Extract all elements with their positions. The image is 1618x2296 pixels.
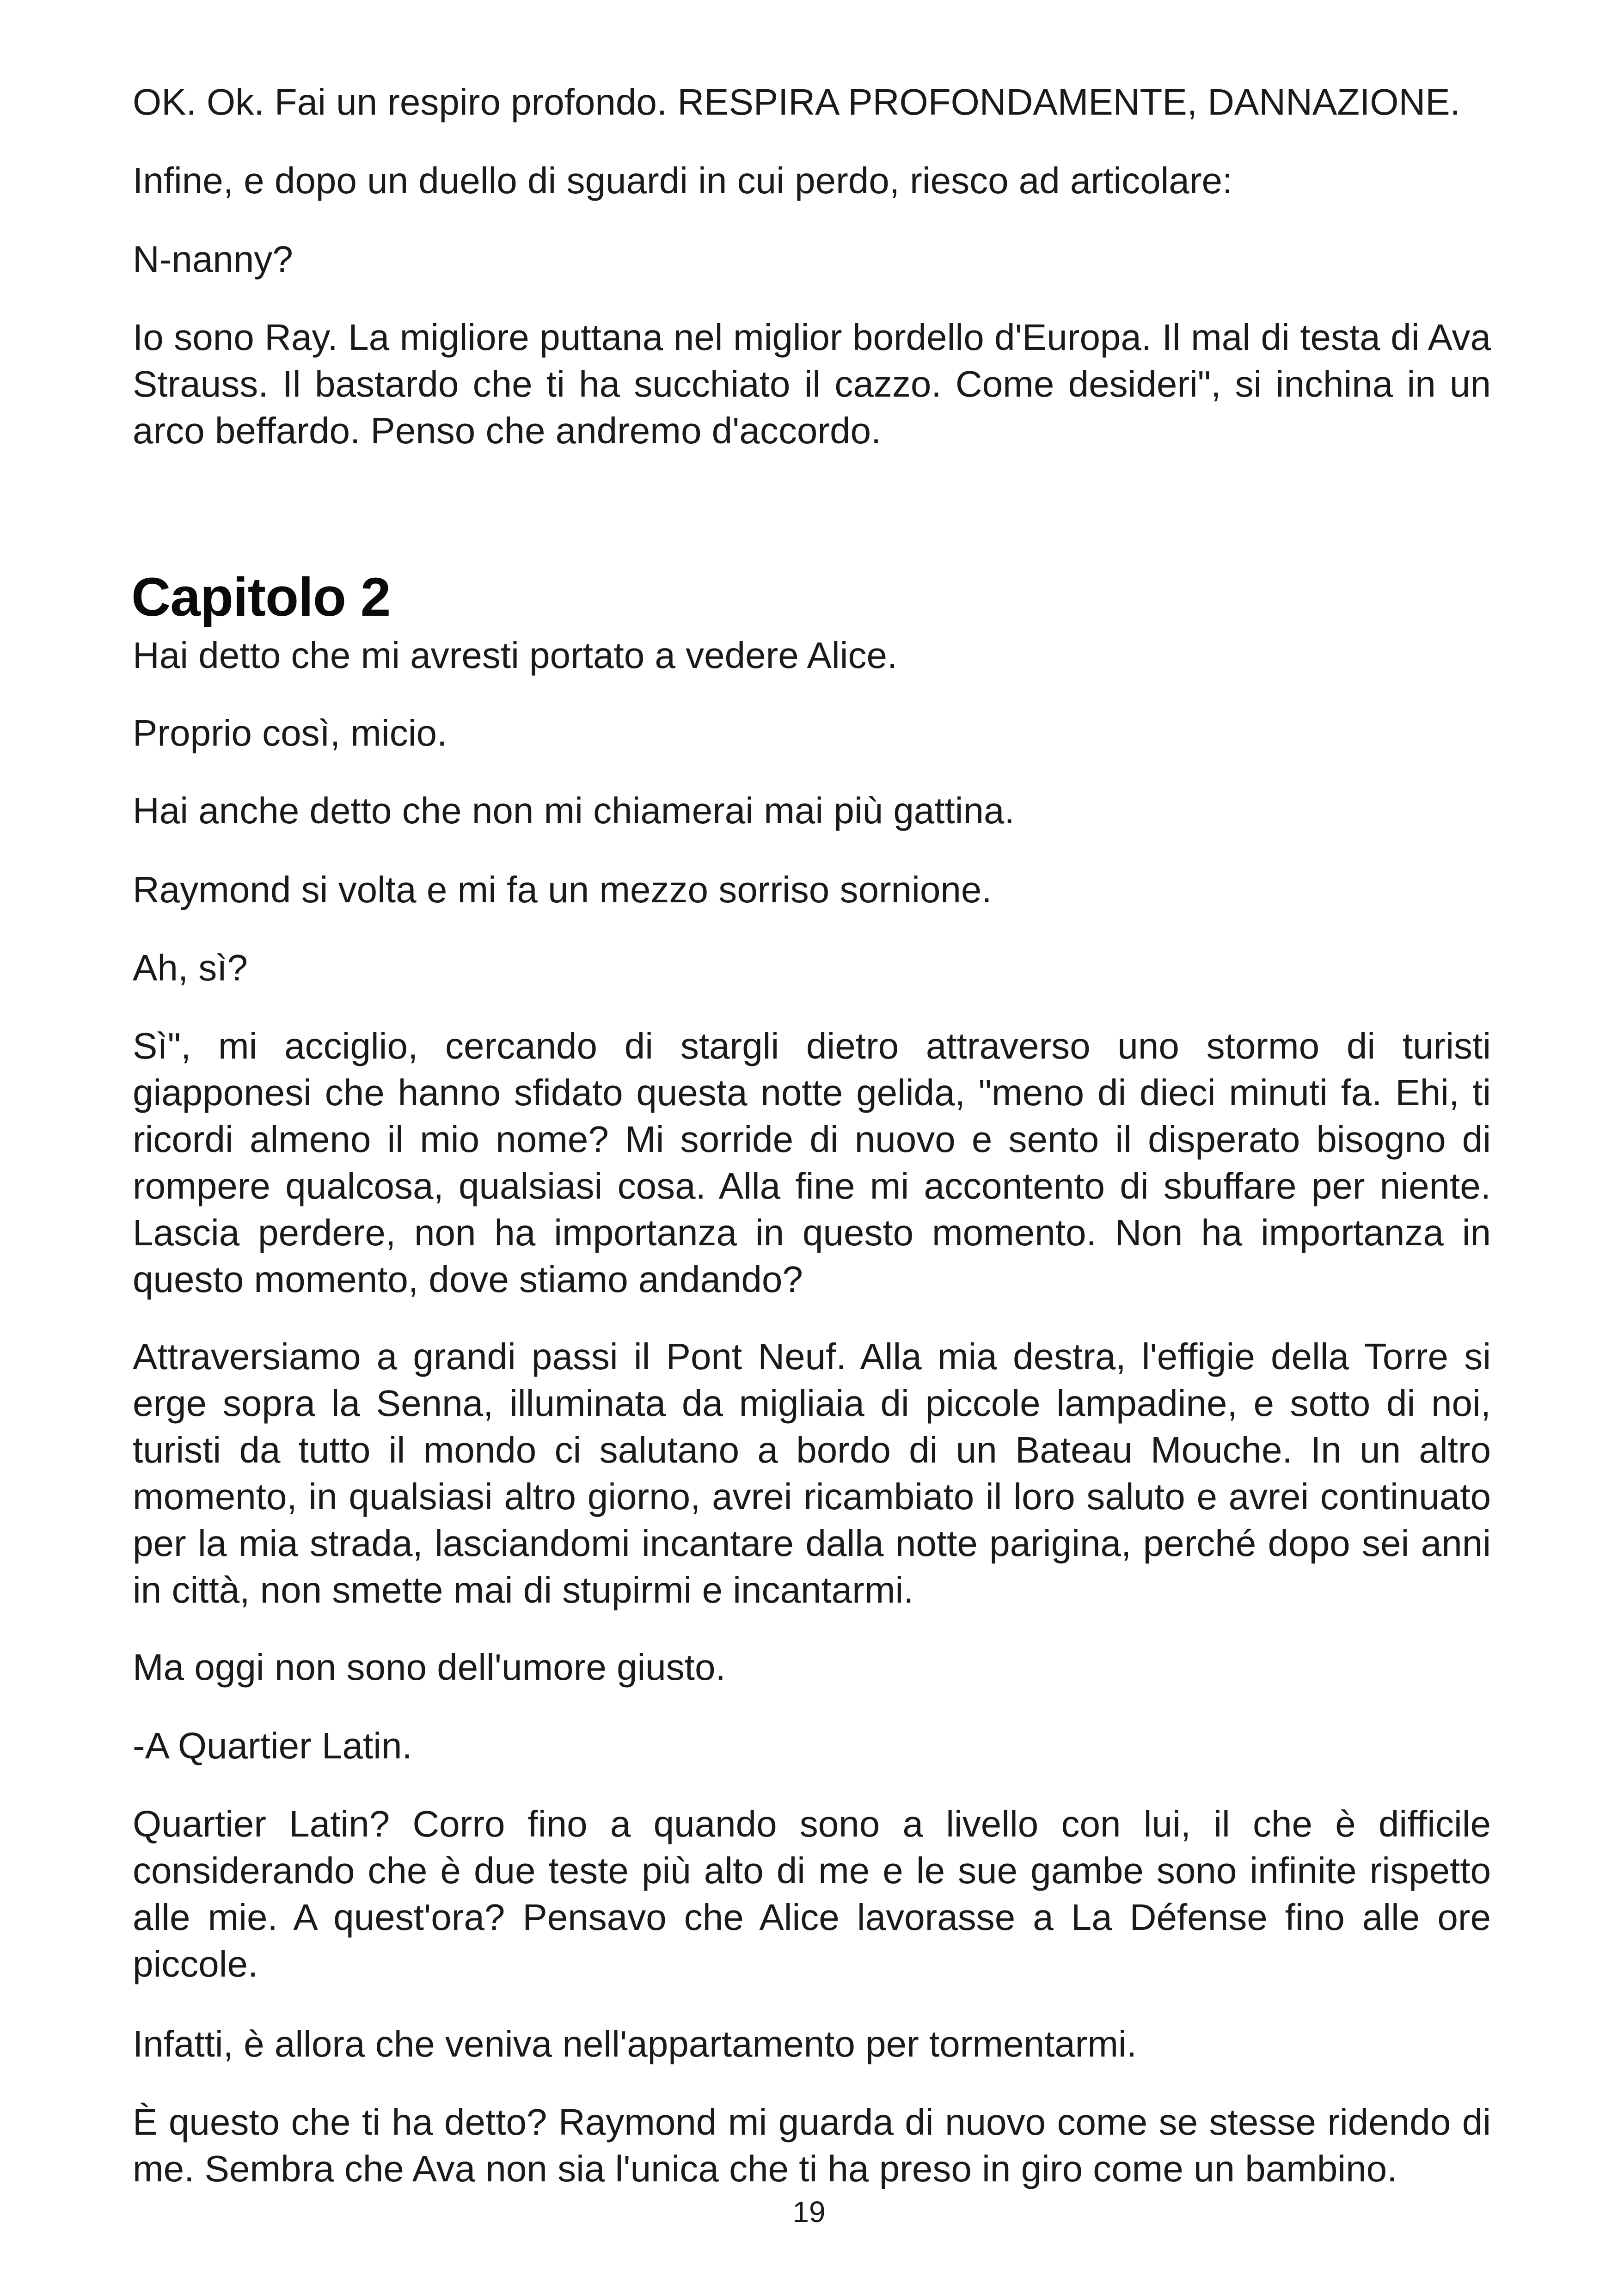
chapter-heading: Capitolo 2: [131, 567, 391, 628]
paragraph: -A Quartier Latin.: [133, 1725, 412, 1766]
paragraph: Proprio così, micio.: [133, 712, 447, 753]
paragraph: N-nanny?: [133, 239, 293, 280]
page-number: 19: [792, 2195, 826, 2229]
paragraph: Raymond si volta e mi fa un mezzo sorriso sornione.: [133, 869, 992, 910]
paragraph: Quartier Latin? Corro fino a quando sono a livello con lui, il che è difficile considerando che è due teste più alto di me e le sue gambe sono infinite rispetto alle mie. A quest'ora? Pensavo che Alice lavorasse a La Défense fino alle ore piccole.: [133, 1803, 1491, 1984]
paragraph: Infatti, è allora che veniva nell'appartamento per tormentarmi.: [133, 2023, 1137, 2064]
paragraph: Sì", mi acciglio, cercando di stargli dietro attraverso uno stormo di turisti giapponesi che hanno sfidato questa notte gelida, "meno di dieci minuti fa. Ehi, ti ricordi almeno il mio nome? Mi sorride di nuovo e sento il disperato bisogno di rompere qualcosa, qualsiasi cosa. Alla fine mi accontento di sbuffare per niente. Lascia perdere, non ha importanza in questo momento. Non ha importanza in questo momento, dove stiamo andando?: [133, 1025, 1491, 1300]
paragraph: Ma oggi non sono dell'umore giusto.: [133, 1647, 726, 1688]
paragraph: Hai detto che mi avresti portato a vedere Alice.: [133, 635, 898, 676]
paragraph: OK. Ok. Fai un respiro profondo. RESPIRA PROFONDAMENTE, DANNAZIONE.: [133, 81, 1460, 122]
paragraph: È questo che ti ha detto? Raymond mi guarda di nuovo come se stesse ridendo di me. Sembra che Ava non sia l'unica che ti ha preso in giro come un bambino.: [133, 2101, 1491, 2189]
paragraph: Infine, e dopo un duello di sguardi in cui perdo, riesco ad articolare:: [133, 160, 1233, 201]
paragraph: Ah, sì?: [133, 947, 248, 988]
paragraph: Hai anche detto che non mi chiamerai mai più gattina.: [133, 790, 1015, 831]
paragraph: Attraversiamo a grandi passi il Pont Neuf. Alla mia destra, l'effigie della Torre si erge sopra la Senna, illuminata da migliaia di piccole lampadine, e sotto di noi, turisti da tutto il mondo ci salutano a bordo di un Bateau Mouche. In un altro momento, in qualsiasi altro giorno, avrei ricambiato il loro saluto e avrei continuato per la mia strada, lasciandomi incantare dalla notte parigina, perché dopo sei anni in città, non smette mai di stupirmi e incantarmi.: [133, 1336, 1491, 1610]
paragraph: Io sono Ray. La migliore puttana nel miglior bordello d'Europa. Il mal di testa di Ava Strauss. Il bastardo che ti ha succhiato il cazzo. Come desideri", si inchina in un arco beffardo. Penso che andremo d'accordo.: [133, 317, 1491, 451]
